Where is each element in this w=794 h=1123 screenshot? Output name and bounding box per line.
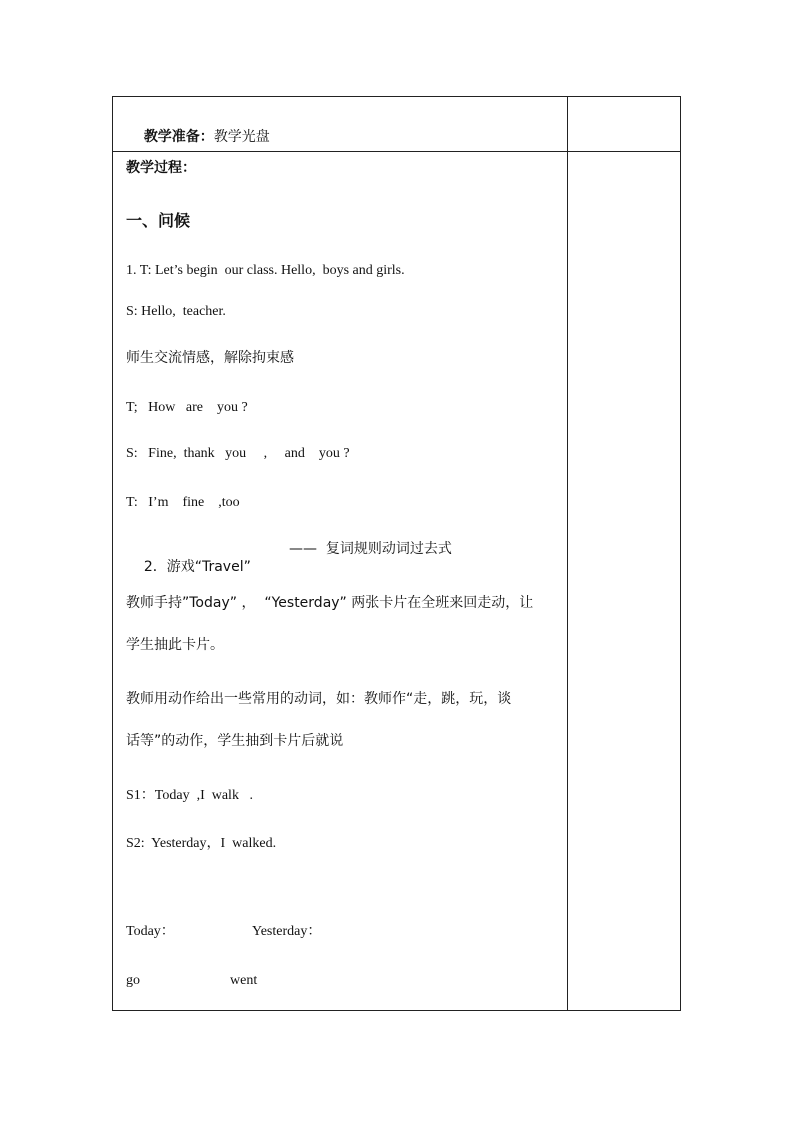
column-header-today: Today： (126, 924, 175, 939)
game-title: 2．游戏“Travel” (143, 559, 251, 575)
paragraph-line: 学生抽此卡片。 (126, 637, 224, 653)
game-purpose: —— 复词规则动词过去式 (289, 541, 452, 557)
dialogue-line: T: I’m fine ,too (126, 495, 240, 510)
dialogue-line: T; How are you ? (126, 400, 248, 415)
dialogue-line: S1：Today ,I walk . (126, 788, 253, 803)
prep-value: 教学光盘 (213, 129, 270, 145)
game-title-line (126, 540, 251, 594)
note-line: 师生交流情感，解除拘束感 (126, 350, 294, 366)
lesson-plan-table (112, 96, 681, 1011)
dialogue-line: S: Hello, teacher. (126, 304, 226, 319)
dialogue-line: 1. T: Let’s begin our class. Hello, boys and girls. (126, 263, 405, 278)
paragraph-line: 话等”的动作，学生抽到卡片后就说 (126, 733, 344, 749)
dialogue-line: S2: Yesterday，I walked. (126, 836, 277, 851)
column-header-yesterday: Yesterday： (252, 924, 322, 939)
verb-present: go (126, 973, 140, 988)
paragraph-line: 教师手持”Today” ， “Yesterday” 两张卡片在全班来回走动，让 (126, 595, 534, 611)
prep-row (126, 110, 270, 164)
prep-label: 教学准备： (143, 129, 214, 145)
verb-past: went (230, 973, 258, 988)
paragraph-line: 教师用动作给出一些常用的动词，如：教师作“走，跳，玩，谈 (126, 691, 512, 707)
process-heading: 教学过程： (126, 160, 196, 176)
dialogue-line: S: Fine, thank you , and you ? (126, 446, 350, 461)
column-divider (567, 96, 568, 1011)
section-greeting-title: 一、问候 (126, 211, 191, 230)
